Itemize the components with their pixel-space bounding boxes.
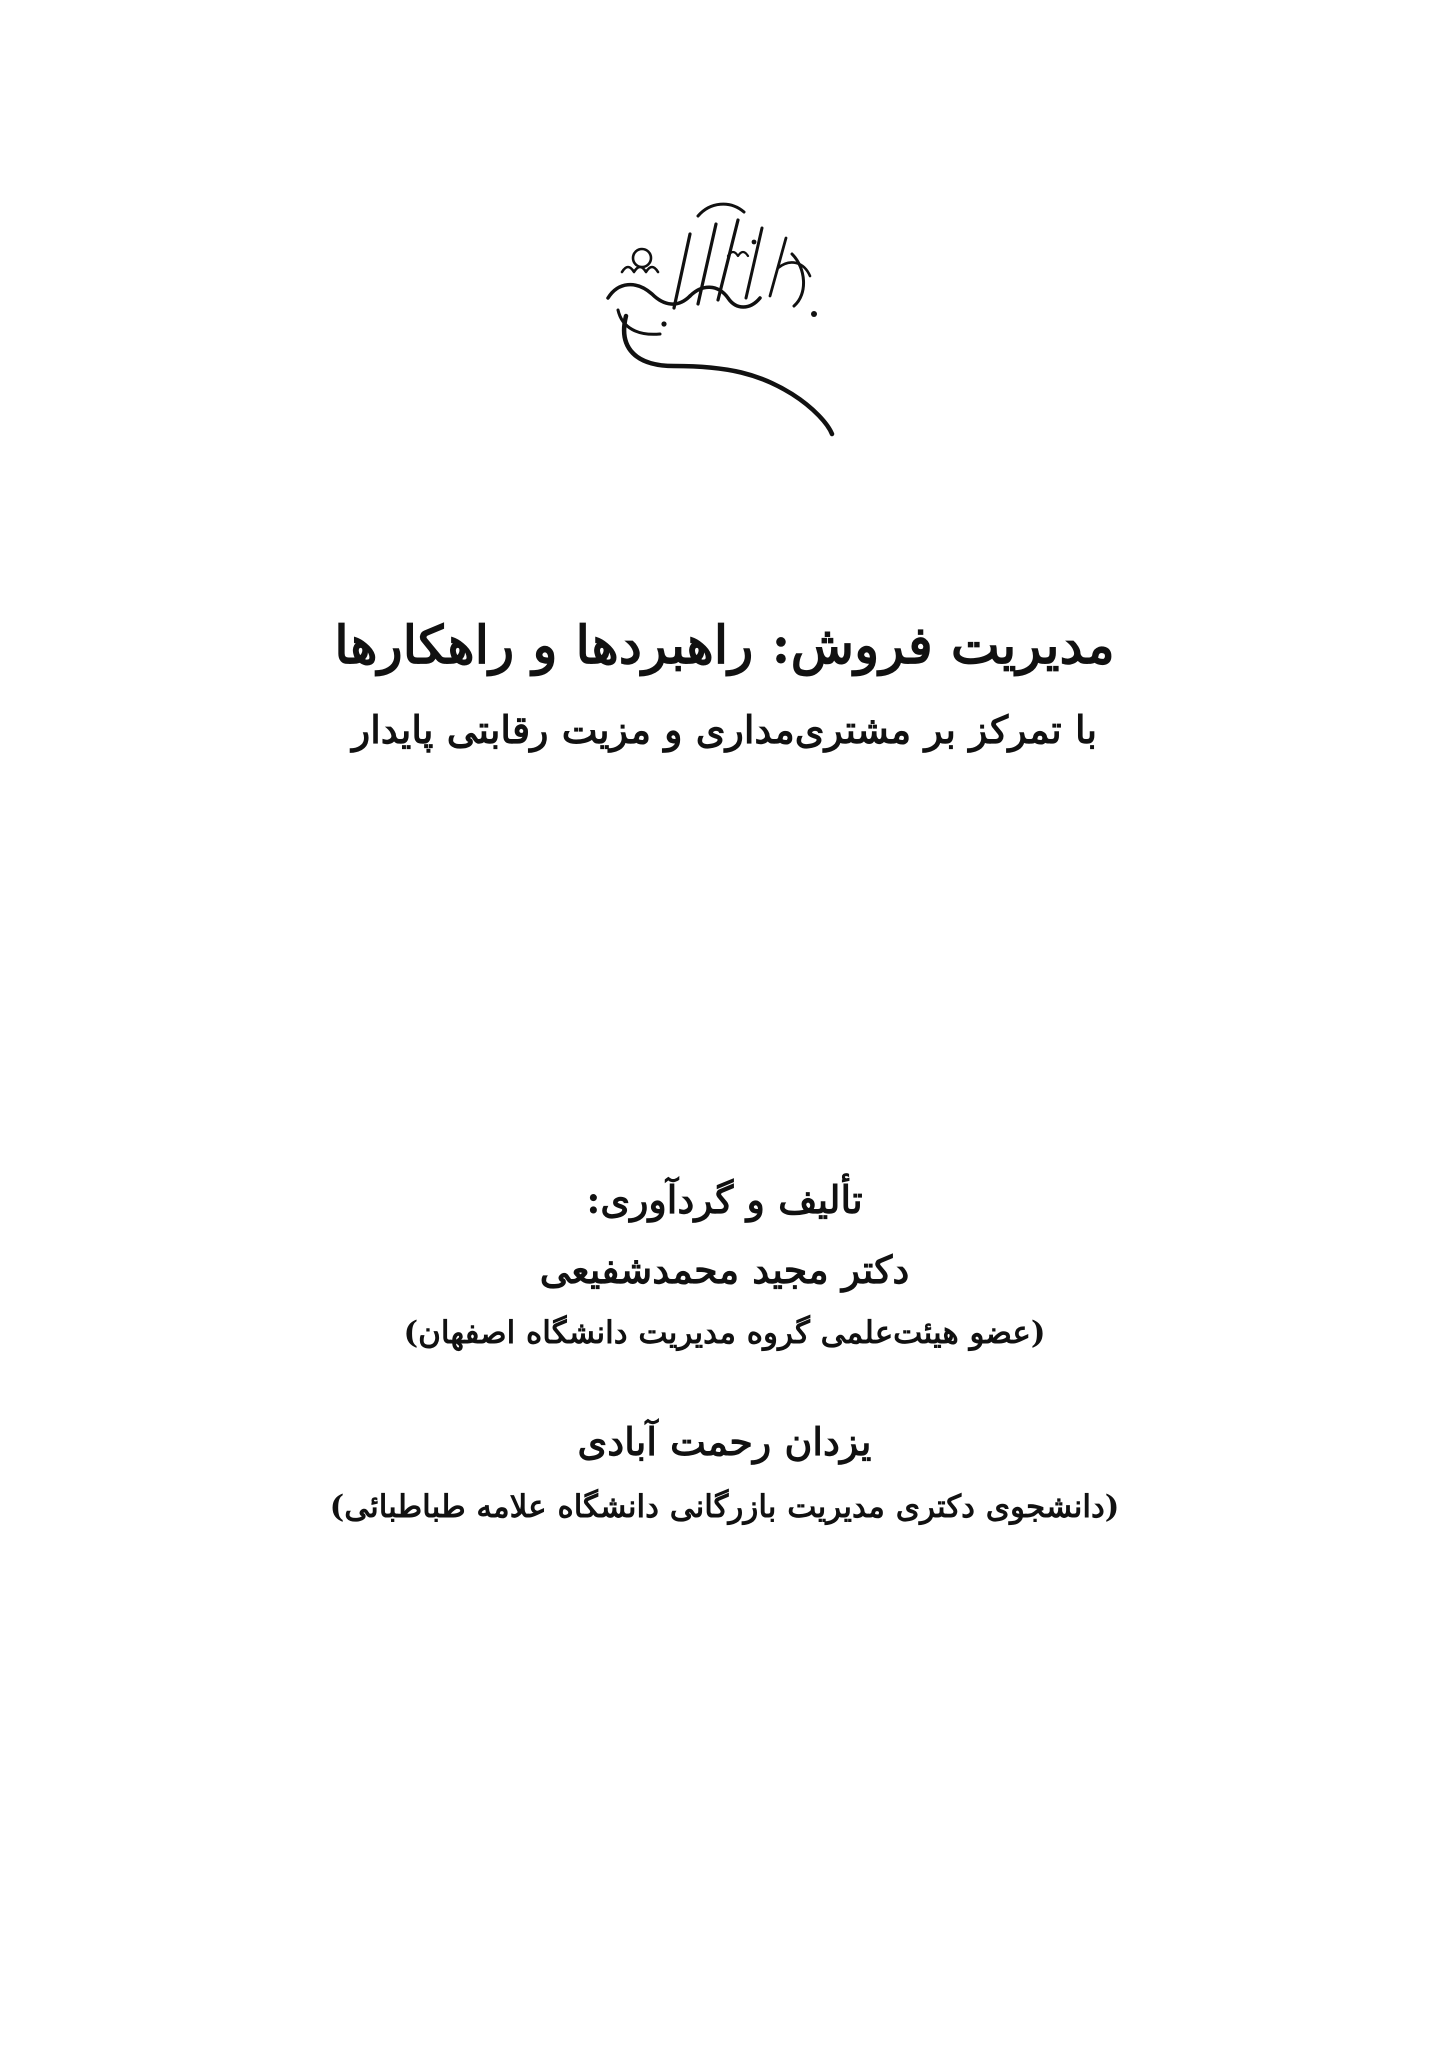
book-title: مدیریت فروش: راهبردها و راهکارها <box>334 615 1115 676</box>
book-subtitle: با تمرکز بر مشتری‌مداری و مزیت رقابتی پایدار <box>351 707 1098 752</box>
author-name: یزدان رحمت آبادی <box>577 1419 872 1464</box>
basmala-calligraphy-icon <box>578 198 848 438</box>
author-name: دکتر مجید محمدشفیعی <box>539 1247 910 1292</box>
author-affiliation: (دانشجوی دکتری مدیریت بازرگانی دانشگاه علامه طباطبائی) <box>329 1489 1120 1525</box>
authors-label: تألیف و گردآوری: <box>586 1177 863 1222</box>
author-affiliation: (عضو هیئت‌علمی گروه مدیریت دانشگاه اصفهان) <box>403 1315 1046 1351</box>
